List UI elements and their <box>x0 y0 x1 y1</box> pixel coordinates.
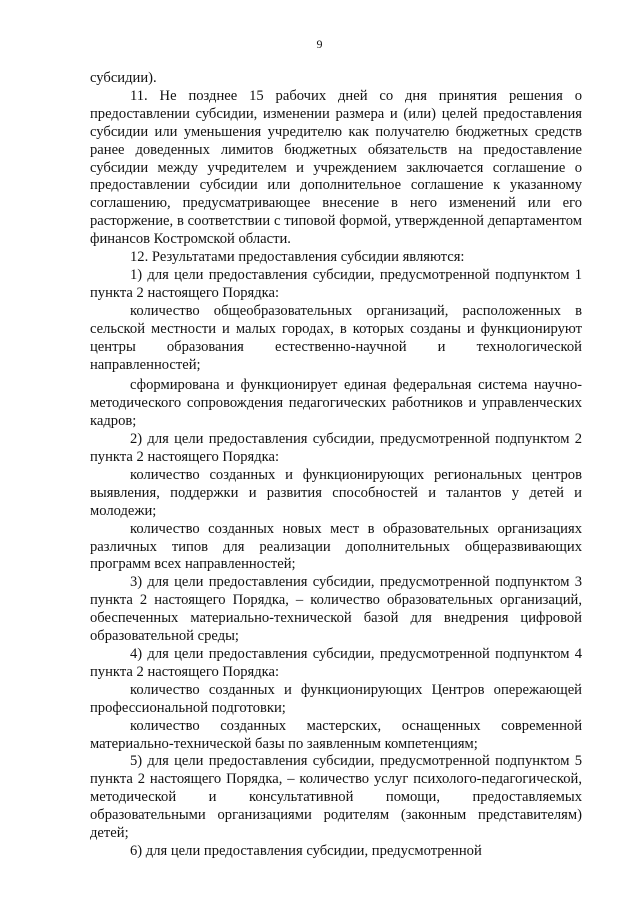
document-body <box>90 70 582 861</box>
page-number: 9 <box>316 37 323 51</box>
item-6: 6) для цели предоставления субсидии, предусмотренной <box>130 842 482 859</box>
item-1: 1) для цели предоставления субсидии, предусмотренной подпунктом 1 пункта 2 настоящего Порядка: <box>90 266 582 301</box>
item-1-result-b: сформирована и функционирует единая федеральная система научно-методического сопровождения педагогических работников и управленческих кадров; <box>90 377 582 430</box>
item-1-result-a: количество общеобразовательных организаций, расположенных в сельской местности и малых городах, в которых созданы и функционируют центры образования естественно-научной и технологической направленностей; <box>90 302 582 373</box>
item-3: 3) для цели предоставления субсидии, предусмотренной подпунктом 3 пункта 2 настоящего Порядка, – количество образовательных организаций, обеспеченных материально-технической базой для внедрения цифровой образовательной среды; <box>90 574 582 645</box>
item-2-result-b: количество созданных новых мест в образовательных организациях различных типов для реализации дополнительных общеразвивающих программ всех направленностей; <box>90 520 582 573</box>
item-2: 2) для цели предоставления субсидии, предусмотренной подпунктом 2 пункта 2 настоящего Порядка: <box>90 431 582 466</box>
paragraph-continuation: субсидии). <box>90 70 157 86</box>
item-4: 4) для цели предоставления субсидии, предусмотренной подпунктом 4 пункта 2 настоящего Порядка: <box>90 646 582 680</box>
item-4-result-a: количество созданных и функционирующих Центров опережающей профессиональной подготовки; <box>90 681 582 716</box>
paragraph-12: 12. Результатами предоставления субсидии являются: <box>130 249 465 266</box>
item-5: 5) для цели предоставления субсидии, предусмотренной подпунктом 5 пункта 2 настоящего Порядка, – количество услуг психолого-педагогической, методической и консультативной помощи, предоставляемых образовательными организациями родителям (законным представителям) детей; <box>90 753 582 842</box>
item-2-result-a: количество созданных и функционирующих региональных центров выявления, поддержки и развития способностей и талантов у детей и молодежи; <box>90 466 582 519</box>
paragraph-11: 11. Не позднее 15 рабочих дней со дня принятия решения о предоставлении субсидии, изменении размера и (или) целей предоставления субсидии или уменьшения учредителю как получателю бюджетных средств ранее доведенных лимитов бюджетных обязательств на предоставление субсидии между учредителем и учреждением заключается соглашение о предоставлении субсидии или дополнительное соглашение к указанному соглашению, предусматривающее внесение в него изменений или его расторжение, в соответствии с типовой формой, утвержденной департаментом финансов Костромской области. <box>90 87 582 248</box>
item-4-result-b: количество созданных мастерских, оснащенных современной материально-технической базы по заявленным компетенциям; <box>90 717 582 752</box>
